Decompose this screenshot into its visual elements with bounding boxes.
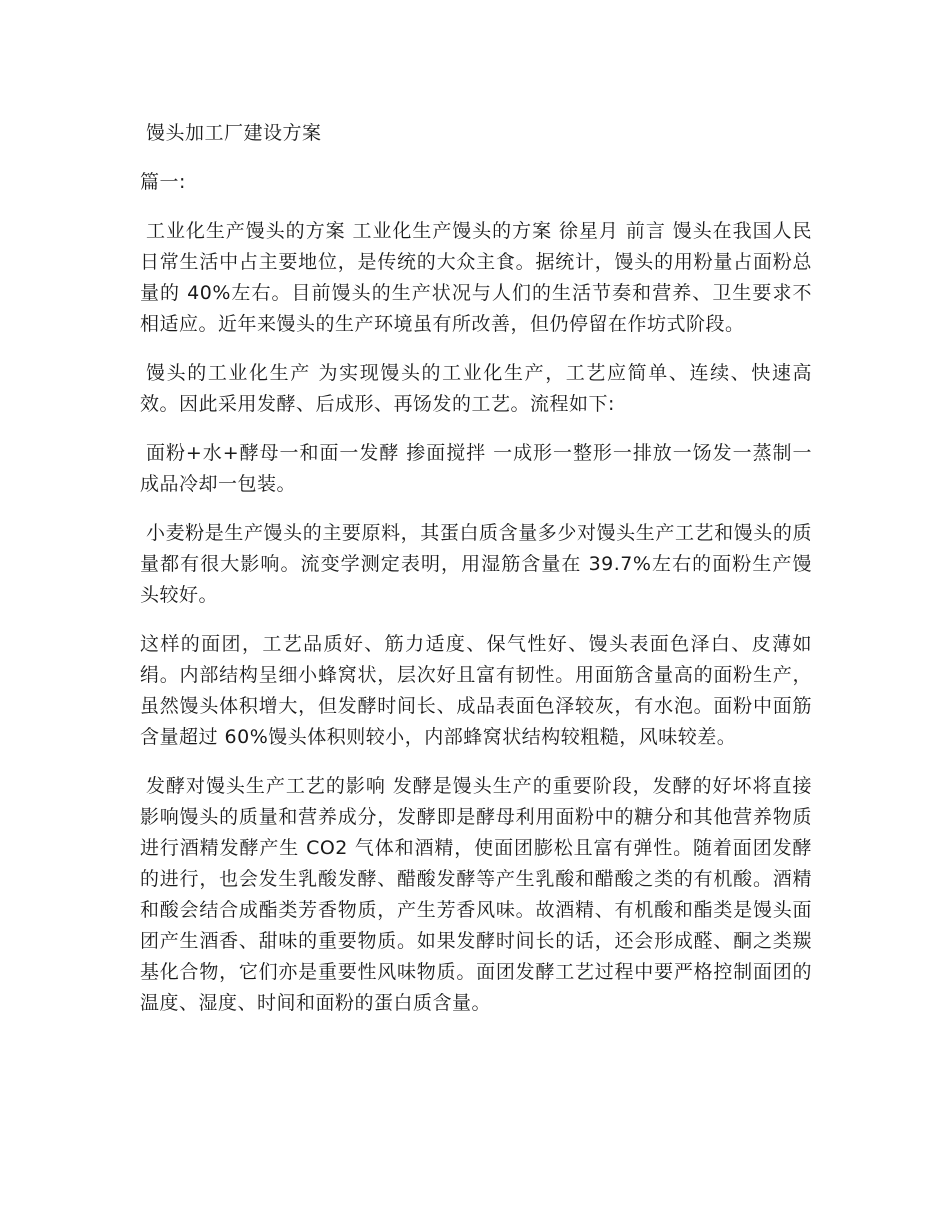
document-title: 馒头加工厂建设方案	[146, 122, 322, 144]
paragraph-fermentation: 发酵对馒头生产工艺的影响 发酵是馒头生产的重要阶段，发酵的好坏将直接影响馒头的质量和营养成分，发酵即是酵母利用面粉中的糖分和其他营养物质进行酒精发酵产生 CO2 气体和酒精，使面团膨松且富有弹性。随着面团发酵的进行，也会发生乳酸发酵、醋酸发酵等产生乳酸和醋酸之类的有机酸。酒精和酸会结合成酯类芳香物质，产生芳香风味。故酒精、有机酸和酯类是馒头面团产生酒香、甜味的重要物质。如果发酵时间长的话，还会形成醛、酮之类羰基化合物，它们亦是重要性风味物质。面团发酵工艺过程中要严格控制面团的温度、湿度、时间和面粉的蛋白质含量。	[140, 775, 812, 1014]
paragraph-wheat-flour: 小麦粉是生产馒头的主要原料，其蛋白质含量多少对馒头生产工艺和馒头的质量都有很大影响。流变学测定表明，用湿筋含量在 39.7%左右的面粉生产馒头较好。	[140, 522, 812, 606]
section-label: 篇一:	[140, 171, 186, 193]
paragraph-industrial-production: 馒头的工业化生产 为实现馒头的工业化生产，工艺应简单、连续、快速高效。因此采用发酵、后成形、再饧发的工艺。流程如下:	[140, 362, 812, 415]
paragraph-process-flow: 面粉+水+酵母一和面一发酵 掺面搅拌 一成形一整形一排放一饧发一蒸制一成品冷却一包装。	[140, 442, 812, 495]
document-body	[140, 118, 812, 1037]
paragraph-intro: 工业化生产馒头的方案 工业化生产馒头的方案 徐星月 前言 馒头在我国人民日常生活中占主要地位，是传统的大众主食。据统计，馒头的用粉量占面粉总量的 40%左右。目前馒头的生产状况与人们的生活节奏和营养、卫生要求不相适应。近年来馒头的生产环境虽有所改善，但仍停留在作坊式阶段。	[140, 220, 812, 335]
paragraph-dough-quality: 这样的面团，工艺品质好、筋力适度、保气性好、馒头表面色泽白、皮薄如绢。内部结构呈细小蜂窝状，层次好且富有韧性。用面筋含量高的面粉生产，虽然馒头体积增大，但发酵时间长、成品表面色泽较灰，有水泡。面粉中面筋含量超过 60%馒头体积则较小，内部蜂窝状结构较粗糙，风味较差。	[140, 633, 812, 748]
